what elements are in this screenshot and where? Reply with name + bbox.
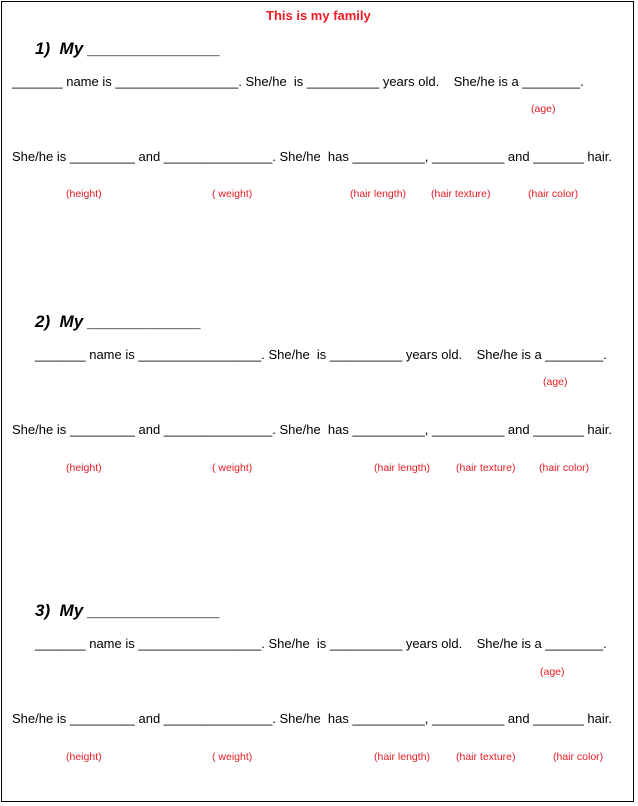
section-heading: 2) My ____________	[35, 312, 202, 331]
age-hint: (age)	[531, 103, 556, 115]
appearance-sentence: She/he is _________ and _______________. She/he has __________, __________ and _______ hair.	[12, 422, 612, 437]
appearance-sentence: She/he is _________ and _______________. She/he has __________, __________ and _______ hair.	[12, 711, 612, 726]
height-hint: (height)	[66, 188, 102, 200]
hair-color-hint: (hair color)	[528, 188, 579, 200]
hair-texture-hint: (hair texture)	[431, 188, 491, 200]
weight-hint: ( weight)	[212, 751, 253, 763]
weight-hint: ( weight)	[212, 462, 253, 474]
hair-texture-hint: (hair texture)	[456, 462, 516, 474]
hair-color-hint: (hair color)	[539, 462, 590, 474]
height-hint: (height)	[66, 751, 102, 763]
weight-hint: ( weight)	[212, 188, 253, 200]
name-age-sentence: _______ name is _________________. She/he is __________ years old. She/he is a ________.	[35, 347, 607, 362]
age-hint: (age)	[543, 376, 568, 388]
section-heading: 3) My ______________	[35, 601, 221, 620]
section-heading: 1) My ______________	[35, 39, 221, 58]
hair-texture-hint: (hair texture)	[456, 751, 516, 763]
hair-color-hint: (hair color)	[553, 751, 604, 763]
height-hint: (height)	[66, 462, 102, 474]
name-age-sentence: _______ name is _________________. She/he is __________ years old. She/he is a ________.	[12, 74, 584, 89]
appearance-sentence: She/he is _________ and _______________. She/he has __________, __________ and _______ hair.	[12, 149, 612, 164]
page-title: This is my family	[266, 8, 371, 23]
hair-length-hint: (hair length)	[374, 751, 431, 763]
age-hint: (age)	[540, 666, 565, 678]
worksheet-page	[1, 1, 634, 802]
hair-length-hint: (hair length)	[374, 462, 431, 474]
name-age-sentence: _______ name is _________________. She/he is __________ years old. She/he is a ________.	[35, 636, 607, 651]
hair-length-hint: (hair length)	[350, 188, 407, 200]
